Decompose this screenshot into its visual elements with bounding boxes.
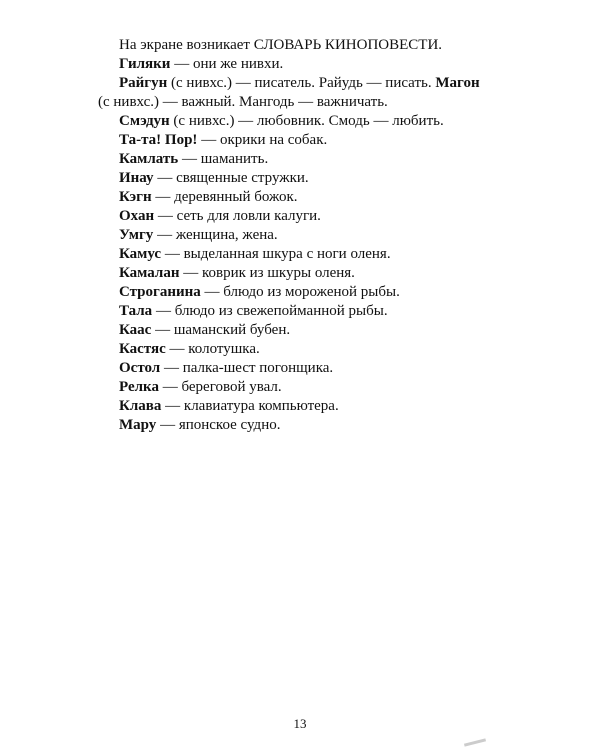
glossary-entry: [98, 112, 498, 131]
glossary-entry: [98, 169, 498, 188]
entry-term: Тала: [119, 303, 153, 319]
entry-definition: — деревянный божок.: [151, 189, 298, 205]
entry-term: Гиляки: [119, 56, 171, 72]
entry-term: Смэдун: [119, 113, 170, 129]
entry-term: Камалан: [119, 265, 180, 281]
entry-term: Та-та! Пор!: [119, 132, 198, 148]
entry-definition: (с нивхс.) — любовник. Смодь — любить.: [169, 113, 444, 129]
entry-definition: — блюдо из мороженой рыбы.: [200, 284, 400, 300]
glossary-entry: [98, 378, 498, 397]
entry-definition: — палка-шест погонщика.: [160, 360, 334, 376]
entry-term: Клава: [119, 398, 162, 414]
entry-definition: — сеть для ловли калуги.: [154, 208, 321, 224]
entry-definition: (с нивхс.) — важный. Мангодь — важничать.: [98, 94, 388, 110]
entry-definition: — колотушка.: [165, 341, 260, 357]
entry-term: Камус: [119, 246, 162, 262]
entry-definition: — береговой увал.: [158, 379, 282, 395]
entry-term: Остол: [119, 360, 161, 376]
glossary-entry: [98, 359, 498, 378]
glossary-entry: [98, 321, 498, 340]
glossary-entry: [98, 207, 498, 226]
glossary-entry: [98, 264, 498, 283]
glossary-text: [98, 36, 498, 435]
glossary-entry: [98, 283, 498, 302]
glossary-entry: [98, 188, 498, 207]
entry-definition: — выделанная шкура с ноги оленя.: [161, 246, 391, 262]
entry-term: Кэгн: [119, 189, 152, 205]
entry-term: Магон: [435, 75, 480, 91]
entry-term: Мару: [119, 417, 157, 433]
entry-term: Релка: [119, 379, 159, 395]
entry-definition: — священные стружки.: [153, 170, 309, 186]
entry-definition: (с нивхс.) — писатель. Райудь — писать.: [167, 75, 436, 91]
entry-term: Инау: [119, 170, 154, 186]
entry-definition: — женщина, жена.: [153, 227, 278, 243]
glossary-entry: [98, 131, 498, 150]
entry-definition: — шаманить.: [178, 151, 269, 167]
entry-term: Каас: [119, 322, 152, 338]
intro-line: На экране возникает СЛОВАРЬ КИНОПОВЕСТИ.: [119, 37, 443, 53]
entry-term: Строганина: [119, 284, 201, 300]
glossary-entry: [98, 397, 498, 416]
glossary-entry: [98, 302, 498, 321]
entry-definition: — блюдо из свежепойманной рыбы.: [152, 303, 388, 319]
glossary-entry: [98, 74, 498, 93]
entry-definition: — японское судно.: [156, 417, 281, 433]
entry-term: Кастяс: [119, 341, 166, 357]
glossary-entry: [98, 416, 498, 435]
entry-term: Райгун: [119, 75, 168, 91]
glossary-entry-continuation: [98, 93, 498, 112]
page-number: 13: [293, 716, 307, 731]
entry-definition: — они же нивхи.: [170, 56, 284, 72]
glossary-entry: [98, 340, 498, 359]
entry-term: Камлать: [119, 151, 179, 167]
glossary-entry: [98, 150, 498, 169]
glossary-entry: [98, 245, 498, 264]
entry-definition: — окрики на собак.: [197, 132, 328, 148]
scan-mark: [464, 738, 486, 746]
entry-definition: — шаманский бубен.: [151, 322, 291, 338]
entry-term: Умгу: [119, 227, 154, 243]
entry-term: Охан: [119, 208, 155, 224]
glossary-entry: [98, 226, 498, 245]
entry-definition: — коврик из шкуры оленя.: [179, 265, 355, 281]
glossary-entry: [98, 55, 498, 74]
entry-definition: — клавиатура компьютера.: [161, 398, 339, 414]
